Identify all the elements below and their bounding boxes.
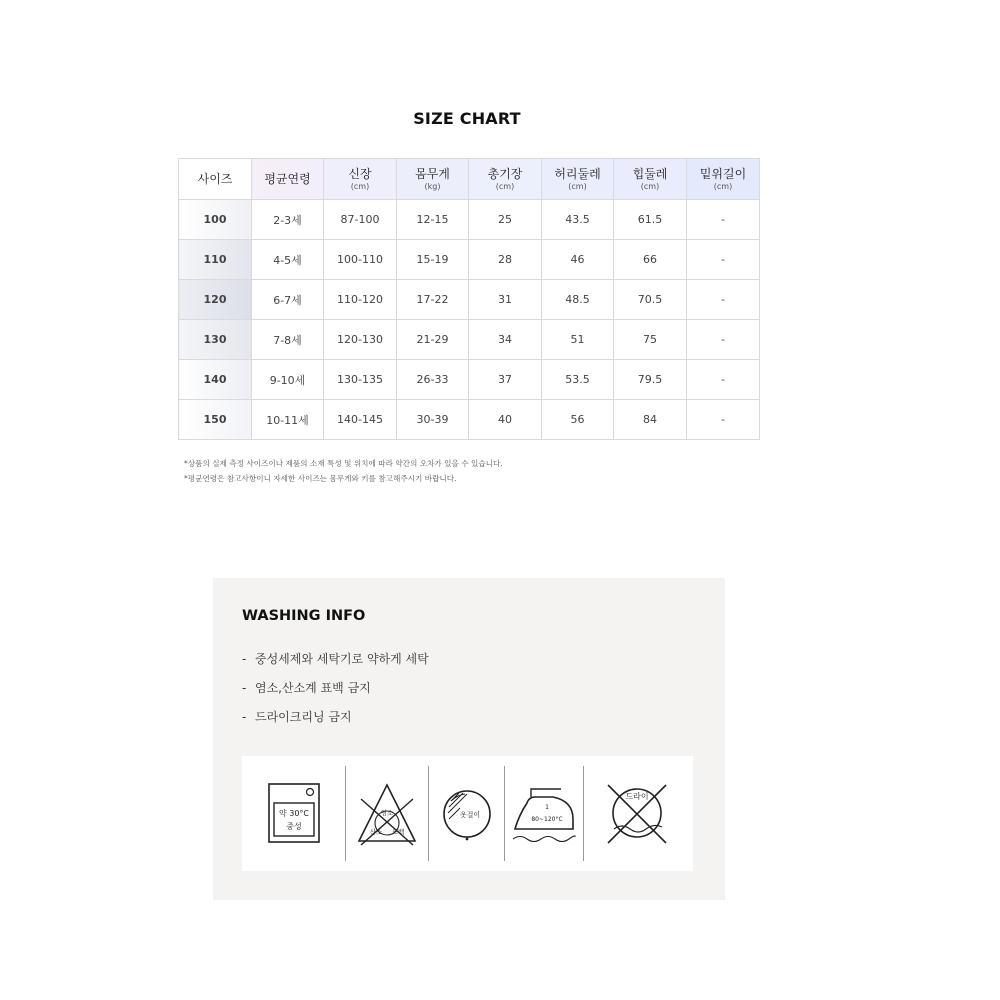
svg-text:80~120°C: 80~120°C [531,815,563,823]
size-cell: 140 [179,360,252,400]
table-row [179,400,760,440]
table-cell: 37 [469,360,542,400]
svg-text:표백: 표백 [391,827,405,836]
table-cell: 48.5 [542,280,614,320]
table-row [179,320,760,360]
washing-info-panel [213,578,725,900]
table-cell: 79.5 [614,360,687,400]
size-cell: 100 [179,200,252,240]
table-cell: 46 [542,240,614,280]
svg-text:산소: 산소 [369,827,383,836]
no-bleach-icon [346,756,428,871]
table-cell: 34 [469,320,542,360]
size-notes [184,456,503,486]
table-cell: 43.5 [542,200,614,240]
header-age: 평균연령 [252,159,324,200]
table-cell: - [687,400,760,440]
table-cell: - [687,280,760,320]
table-cell: - [687,320,760,360]
table-cell: 9-10세 [252,360,324,400]
table-cell: - [687,360,760,400]
table-cell: 51 [542,320,614,360]
table-cell: - [687,240,760,280]
table-cell: 28 [469,240,542,280]
note-line: *평균연령은 참고사항이니 자세한 사이즈는 몸무게와 키를 참고해주시기 바랍니다. [184,474,457,483]
list-item: - 염소,산소계 표백 금지 [242,681,371,695]
table-row [179,280,760,320]
table-cell: - [687,200,760,240]
table-cell: 66 [614,240,687,280]
washing-instructions-list [242,650,429,737]
table-cell: 12-15 [397,200,469,240]
size-cell: 110 [179,240,252,280]
table-cell: 10-11세 [252,400,324,440]
table-cell: 4-5세 [252,240,324,280]
svg-text:중성: 중성 [285,821,302,831]
table-cell: 15-19 [397,240,469,280]
table-cell: 25 [469,200,542,240]
washing-info-title: WASHING INFO [242,608,366,624]
table-cell: 87-100 [324,200,397,240]
svg-text:옷걸이: 옷걸이 [459,810,480,819]
table-cell: 84 [614,400,687,440]
table-cell: 30-39 [397,400,469,440]
header-height: 신장 (cm) [324,159,397,200]
size-cell: 150 [179,400,252,440]
header-weight: 몸무게 (kg) [397,159,469,200]
table-row [179,240,760,280]
size-cell: 130 [179,320,252,360]
svg-text:드라이: 드라이 [625,791,649,801]
header-size: 사이즈 [179,159,252,200]
table-cell: 21-29 [397,320,469,360]
header-total-length: 총기장 (cm) [469,159,542,200]
no-dry-clean-icon [584,756,690,871]
table-cell: 40 [469,400,542,440]
table-header-row [179,159,760,200]
table-row [179,360,760,400]
hang-dry-icon [429,756,504,871]
table-cell: 17-22 [397,280,469,320]
table-cell: 6-7세 [252,280,324,320]
note-line: *상품의 실제 측정 사이즈이나 제품의 소재 특성 및 위치에 따라 약간의 오차가 있을 수 있습니다. [184,459,503,468]
header-rise: 밑위길이 (cm) [687,159,760,200]
table-cell: 140-145 [324,400,397,440]
table-cell: 7-8세 [252,320,324,360]
iron-icon [505,756,583,871]
table-row [179,200,760,240]
machine-wash-icon [242,756,345,871]
table-cell: 56 [542,400,614,440]
table-cell: 130-135 [324,360,397,400]
table-cell: 70.5 [614,280,687,320]
header-hip: 힙둘레 (cm) [614,159,687,200]
table-cell: 75 [614,320,687,360]
svg-text:약 30°C: 약 30°C [278,808,309,818]
list-item: - 드라이크리닝 금지 [242,710,352,724]
list-item: - 중성세제와 세탁기로 약하게 세탁 [242,652,429,666]
svg-text:염소: 염소 [380,808,394,817]
size-chart-table [178,158,760,440]
table-cell: 100-110 [324,240,397,280]
table-cell: 2-3세 [252,200,324,240]
size-chart-title: SIZE CHART [413,109,521,128]
table-cell: 26-33 [397,360,469,400]
size-cell: 120 [179,280,252,320]
table-cell: 120-130 [324,320,397,360]
table-cell: 31 [469,280,542,320]
table-cell: 110-120 [324,280,397,320]
svg-text:1: 1 [545,803,549,811]
table-cell: 53.5 [542,360,614,400]
header-waist: 허리둘레 (cm) [542,159,614,200]
care-symbols-box [242,756,693,871]
table-cell: 61.5 [614,200,687,240]
